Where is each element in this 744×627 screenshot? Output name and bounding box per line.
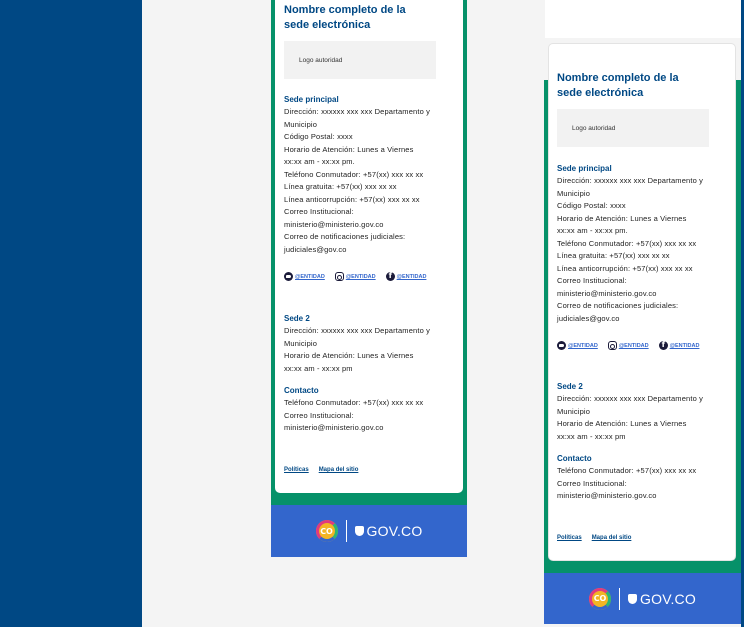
authority-logo [557,109,709,147]
info-line: xx:xx am - xx:xx pm [284,363,353,373]
gov-co-text: GOV.CO [366,523,423,539]
colombia-logo-text: CO [593,594,607,603]
logo-label: Logo autoridad [572,124,616,132]
gov-co-text: GOV.CO [640,590,696,607]
social-label: @ENTIDAD [396,273,427,280]
info-line: Municipio [284,338,318,348]
social-label: @ENTIDAD [345,273,376,280]
info-line: Teléfono Conmutador: +57(xx) xxx xx xx [557,238,697,248]
footer-frame-2 [544,0,741,627]
branch-title: Sede 2 [284,314,310,323]
info-line: xx:xx am - xx:xx pm. [284,157,355,166]
social-label: @ENTIDAD [568,342,598,349]
info-line: Horario de Atención: Lunes a Viernes [284,144,414,154]
email-link[interactable]: ministerio@ministerio.gov.co [284,423,384,432]
info-line: Correo Institucional: [284,410,354,420]
footer-frame-1 [271,0,467,557]
social-instagram[interactable] [608,341,649,350]
social-instagram[interactable] [335,272,376,281]
info-line: Municipio [557,406,591,416]
social-twitter[interactable] [284,272,325,281]
brand-divider [346,520,347,542]
social-label: @ENTIDAD [295,273,325,280]
social-label: @ENTIDAD [669,342,700,349]
branch-title: Sede 2 [557,382,583,391]
email-link[interactable]: ministerio@ministerio.gov.co [284,219,384,229]
authority-logo [284,41,436,79]
brand-divider [619,588,620,610]
email-link[interactable]: judiciales@gov.co [284,244,347,254]
facebook-icon [659,341,668,350]
social-links [557,341,699,350]
info-line: Teléfono Conmutador: +57(xx) xxx xx xx [284,169,424,179]
info-line: Teléfono Conmutador: +57(xx) xxx xx xx [284,398,424,407]
colombia-logo-ring [589,588,611,610]
shield-icon [628,594,637,604]
info-line: Línea gratuita: +57(xx) xxx xx xx [284,182,397,191]
info-line: Teléfono Conmutador: +57(xx) xxx xx xx [557,466,697,475]
top-white-area [545,0,741,38]
info-line: xx:xx am - xx:xx pm. [557,226,628,235]
info-line: Correo Institucional: [557,478,627,488]
social-facebook[interactable] [386,272,427,281]
social-label: @ENTIDAD [618,342,649,349]
info-line: Línea anticorrupción: +57(xx) xxx xx xx [284,194,420,204]
info-line: Horario de Atención: Lunes a Viernes [557,213,687,223]
colombia-logo[interactable] [316,520,338,542]
twitter-icon [284,272,293,281]
footer-card [548,43,736,561]
contact-title: Contacto [284,386,319,395]
info-line: Correo Institucional: [557,276,627,285]
info-line: Correo Institucional: [284,207,354,216]
policies-link[interactable]: Políticas [557,535,582,541]
email-link[interactable]: judiciales@gov.co [557,313,620,323]
info-line: Dirección: xxxxxx xxx xxx Departamento y [557,394,704,403]
colombia-logo[interactable] [589,588,611,610]
gov-co-logo[interactable] [355,523,423,539]
info-line: Dirección: xxxxxx xxx xxx Departamento y [557,176,704,185]
left-sidebar [0,0,142,627]
info-line: Dirección: xxxxxx xxx xxx Departamento y [284,326,431,335]
site-title: Nombre completo de la sede electrónica [284,4,406,31]
footer-card [275,0,463,493]
info-line: Dirección: xxxxxx xxx xxx Departamento y [284,107,431,116]
logo-label: Logo autoridad [299,56,343,64]
contact-title: Contacto [557,454,592,463]
main-office-title: Sede principal [557,164,612,173]
email-link[interactable]: ministerio@ministerio.gov.co [557,491,657,500]
info-line: xx:xx am - xx:xx pm [557,431,626,441]
footer-links [284,467,358,473]
policies-link[interactable]: Políticas [284,467,309,473]
info-line: Código Postal: xxxx [284,132,353,141]
shield-icon [355,526,364,536]
gov-co-logo[interactable] [628,591,696,607]
email-link[interactable]: ministerio@ministerio.gov.co [557,288,657,298]
twitter-icon [557,341,566,350]
sitemap-link[interactable]: Mapa del sitio [318,467,359,473]
facebook-icon [386,272,395,281]
colombia-logo-text: CO [320,526,333,536]
main-office-title: Sede principal [284,95,339,104]
info-line: Municipio [557,188,591,198]
gov-co-bar [544,573,741,624]
site-title: Nombre completo de la sede electrónica [557,72,679,99]
gov-co-bar [271,505,467,557]
instagram-icon [608,341,617,350]
info-line: Línea anticorrupción: +57(xx) xxx xx xx [557,263,693,273]
colombia-logo-ring [316,520,338,542]
info-line: Línea gratuita: +57(xx) xxx xx xx [557,251,670,260]
footer-links [557,535,631,541]
info-line: Código Postal: xxxx [557,201,626,210]
social-twitter[interactable] [557,341,598,350]
info-line: Horario de Atención: Lunes a Viernes [557,419,687,428]
social-facebook[interactable] [659,341,700,350]
info-line: Correo de notificaciones judiciales: [557,301,679,310]
instagram-icon [335,272,344,281]
sitemap-link[interactable]: Mapa del sitio [591,535,632,541]
info-line: Correo de notificaciones judiciales: [284,232,406,241]
info-line: Municipio [284,119,318,129]
social-links [284,272,426,281]
info-line: Horario de Atención: Lunes a Viernes [284,351,414,360]
